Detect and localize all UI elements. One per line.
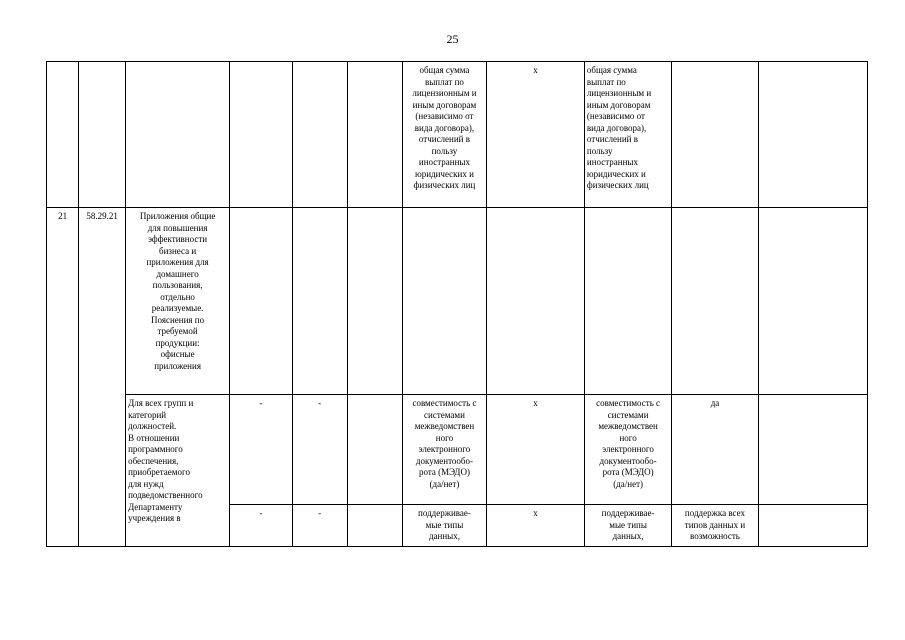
cell-row-number: 21 [47, 208, 79, 547]
cell-row-number [47, 62, 79, 208]
page-number: 25 [446, 32, 459, 46]
cell-characteristic-value: поддерживае- мые типы данных, [584, 505, 671, 547]
cell-col4: - [230, 395, 292, 505]
cell-characteristic: поддерживае- мые типы данных, [402, 505, 486, 547]
cell-name: Приложения общие для повышения эффективности бизнеса и приложения для домашнего пользования, отдельно реализуемые. Пояснения по требуемой продукции: офисные приложения [126, 208, 230, 395]
cell-col10 [672, 62, 758, 208]
cell-col5: - [292, 505, 347, 547]
cell-col6 [347, 208, 402, 395]
cell-col6 [347, 62, 402, 208]
cell-col5 [292, 208, 347, 395]
cell-characteristic-value: совместимость с системами межведомствен ного электронного документообо- рота (МЭДО) (да/нет) [584, 395, 671, 505]
requirements-table [46, 61, 868, 547]
cell-unit [487, 208, 585, 395]
cell-characteristic-value [584, 208, 671, 395]
cell-characteristic-value: общая сумма выплат по лицензионным и иным договорам (независимо от вида договора), отчислений в пользу иностранных юридических и физических лиц [584, 62, 671, 208]
cell-code: 58.29.21 [79, 208, 126, 547]
cell-col10 [672, 208, 758, 395]
table-row-continuation [47, 62, 868, 208]
cell-col11 [758, 395, 867, 505]
cell-characteristic: совместимость с системами межведомствен ного электронного документообо- рота (МЭДО) (да/нет) [402, 395, 486, 505]
cell-code [79, 62, 126, 208]
cell-col11 [758, 208, 867, 395]
cell-col11 [758, 62, 867, 208]
cell-col4 [230, 62, 292, 208]
cell-col4 [230, 208, 292, 395]
cell-col6 [347, 395, 402, 505]
cell-value: поддержка всех типов данных и возможность [672, 505, 758, 547]
cell-col6 [347, 505, 402, 547]
cell-unit: x [487, 62, 585, 208]
cell-col11 [758, 505, 867, 547]
cell-col5 [292, 62, 347, 208]
cell-col4: - [230, 505, 292, 547]
cell-value: да [672, 395, 758, 505]
cell-characteristic: общая сумма выплат по лицензионным и иным договорам (независимо от вида договора), отчислений в пользу иностранных юридических и физических лиц [402, 62, 486, 208]
cell-characteristic [402, 208, 486, 395]
table-row-21 [47, 208, 868, 395]
cell-col5: - [292, 395, 347, 505]
cell-unit: x [487, 505, 585, 547]
cell-unit: x [487, 395, 585, 505]
table-row-medo [47, 395, 868, 505]
cell-scope: Для всех групп и категорий должностей. В отношении программного обеспечения, приобретаемого для нужд подведомственного Департаменту учреждения в [126, 395, 230, 547]
cell-name [126, 62, 230, 208]
